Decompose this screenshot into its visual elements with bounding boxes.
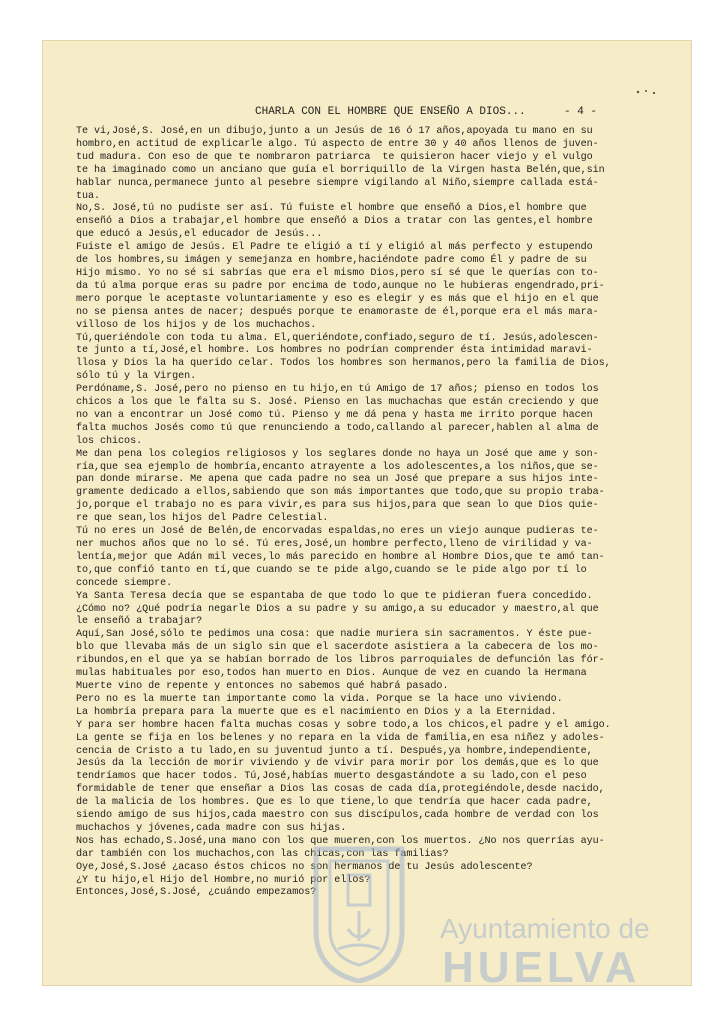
- text-line: de los hombres,su imágen y semejanza en hombre,haciéndote padre como Él y padre de su: [76, 255, 587, 267]
- text-line: Tú no eres un José de Belén,de encorvadas espaldas,no eres un viejo aunque pudieras te-: [76, 526, 599, 538]
- watermark: [260, 845, 650, 995]
- text-line: gramente dedicado a ellos,sabiendo que son más importantes que todo,que su propio traba-: [76, 487, 605, 499]
- text-line: hablar nunca,permanece junto al pesebre siempre vigilando al Niño,siempre callada está-: [76, 177, 599, 189]
- text-line: te ha imaginado como un anciano que guía el borriquillo de la Virgen hasta Belén,que,sin: [76, 164, 605, 176]
- text-line: enseñó a Dios a trabajar,el hombre que enseñó a Dios a tratar con las gentes,el hombre: [76, 216, 593, 228]
- document-title: CHARLA CON EL HOMBRE QUE ENSEÑO A DIOS...: [255, 106, 526, 118]
- text-line: to,que confió tanto en tí,que cuando se te pide algo,cuando se le pide algo por tí lo: [76, 564, 587, 576]
- text-line: pan donde mirarse. Me apena que cada padre no sea un José que prepare a sus hijos inte-: [76, 474, 599, 486]
- text-line: Aquí,San José,sólo te pedimos una cosa: que nadie muriera sin sacramentos. Y éste pue-: [76, 629, 593, 641]
- text-line: blo que llevaba más de un siglo sin que el sacerdote asistiera a la cabecera de los mo-: [76, 642, 599, 654]
- text-line: Me dan pena los colegios religiosos y los seglares donde no haya un José que ame y son-: [76, 448, 599, 460]
- text-line: falta muchos Josés como tú que renunciendo a todo,callando al parecer,hablen al alma de: [76, 422, 599, 434]
- text-line: Pero no es la muerte tan importante como la vida. Porque se la hace uno viviendo.: [76, 693, 563, 705]
- text-line: te junto a tí,José,el hombre. Los hombres no podrían comprender ésta intimidad maravi-: [76, 345, 593, 357]
- watermark-line1: Ayuntamiento de: [440, 913, 650, 944]
- text-line: muchachos y jóvenes,cada madre con sus hijas.: [76, 822, 347, 834]
- text-line: los chicos.: [76, 435, 143, 447]
- text-line: lentía,mejor que Adán mil veces,lo más parecido en hombre al Hombre Dios,que te amó tan-: [76, 551, 605, 563]
- text-line: Hijo mismo. Yo no sé si sabrías que era el mismo Dios,pero sí sé que le querías con to-: [76, 267, 599, 279]
- text-line: mulas habituales por eso,todos han muerto en Dios. Aunque de vez en cuando la Hermana: [76, 668, 587, 680]
- page-header: [42, 106, 692, 122]
- text-line: no se piensa antes de nacer; después porque te enamoraste de él,porque era el más mara-: [76, 306, 599, 318]
- text-line: ¿Y tu hijo,el Hijo del Hombre,no murió por ellos?: [76, 874, 371, 886]
- watermark-line2: HUELVA: [442, 943, 641, 992]
- text-line: Nos has echado,S.José,una mano con los que mueren,con los muertos. ¿No nos querrías ayu-: [76, 835, 605, 847]
- text-line: tud madura. Con eso de que te nombraron patriarca te quisieron hacer viejo y el vulgo: [76, 151, 593, 163]
- text-line: chicos a los que le falta su S. José. Pienso en las muchachas que están creciendo y que: [76, 397, 599, 409]
- text-line: concede siempre.: [76, 577, 173, 589]
- text-line: Te vi,José,S. José,en un dibujo,junto a un Jesús de 16 ó 17 años,apoyada tu mano en su: [76, 126, 593, 137]
- text-line: ribundos,en el que ya se habían borrado de los libros parroquiales de defunción las fór-: [76, 655, 605, 667]
- text-line: formidable de tener que enseñar a Dios las cosas de cada día,protegiéndole,desde nacido,: [76, 784, 605, 796]
- text-line: Oye,José,S.José ¿acaso éstos chicos no son hermanos de tu Jesús adolescente?: [76, 861, 533, 873]
- text-line: llosa y Dios la ha querido celar. Todos los hombres son hermanos,pero la familia de Dios,: [76, 358, 611, 370]
- text-line: que educó a Jesús,el educador de Jesús...: [76, 229, 323, 241]
- text-line: Tú,queriéndole con toda tu alma. El,queriéndote,confiado,seguro de tí. Jesús,adolescen-: [76, 332, 599, 344]
- document-body: [76, 126, 676, 900]
- text-line: Entonces,José,S.José, ¿cuándo empezamos?: [76, 887, 317, 899]
- text-line: La gente se fija en los belenes y no repara en la vida de familia,en esa niñez y adoles-: [76, 732, 605, 744]
- text-line: sólo tú y la Virgen.: [76, 371, 197, 383]
- text-line: ner muchos años que no lo sé. Tú eres,José,un hombre perfecto,lleno de virilidad y va-: [76, 539, 593, 550]
- text-line: de la malicia de los hombres. Que es lo que tiene,lo que tendría que hacer cada padre,: [76, 797, 593, 809]
- text-line: Jesús da la lección de morir viviendo y de vivir para morir por los demás,que es lo que: [76, 758, 599, 770]
- text-line: jo,porque el trabajo no es para vivir,es para sus hijos,para que sean lo que Dios quie-: [76, 500, 599, 512]
- huelva-seal-icon: [308, 845, 410, 983]
- text-line: no van a encontrar un José como tú. Pienso y me dá pena y hasta me irrito porque hacen: [76, 409, 593, 421]
- text-line: tua.: [76, 190, 101, 202]
- text-line: Fuiste el amigo de Jesús. El Padre te eligió a tí y eligió al más perfecto y estupendo: [76, 242, 593, 254]
- text-line: No,S. José,tú no pudiste ser así. Tú fuiste el hombre que enseñó a Dios,el hombre que: [76, 203, 587, 215]
- text-line: tendríamos que hacer todos. Tú,José,habías muerto desgastándote a su lado,con el peso: [76, 771, 587, 783]
- text-line: dar también con los muchachos,con las chicas,con las familias?: [76, 848, 449, 860]
- text-line: Perdóname,S. José,pero no pienso en tu hijo,en tú Amigo de 17 años; pienso en todos los: [76, 384, 599, 396]
- text-line: Muerte vino de repente y entonces no sabemos qué habrá pasado.: [76, 680, 449, 692]
- ink-dots: [632, 85, 672, 103]
- text-line: siendo amigo de sus hijos,cada maestro con sus discípulos,cada hombre de verdad con los: [76, 810, 599, 822]
- text-line: re que sean,los hijos del Padre Celestial.: [76, 513, 329, 525]
- text-line: Ya Santa Teresa decía que se espantaba de que todo lo que te pidieran fuera concedido.: [76, 590, 593, 602]
- text-line: le enseñó a trabajar?: [76, 616, 203, 628]
- text-line: mero porque le aceptaste voluntariamente y eso es elegir y es más que el hijo en el que: [76, 293, 599, 305]
- text-line: Y para ser hombre hacen falta muchas cosas y sobre todo,a los chicos,el padre y el amigo.: [76, 719, 611, 731]
- text-line: villoso de los hijos y de los muchachos.: [76, 319, 317, 331]
- text-line: hombro,en actitud de explicarle algo. Tú aspecto de entre 30 y 40 años llenos de juven-: [76, 138, 599, 150]
- text-line: da tú alma porque eras su padre por encima de todo,aunque no le hubieras engendrado,pri-: [76, 280, 605, 292]
- text-line: ría,que sea ejemplo de hombría,encanto atrayente a los adolescentes,a los niños,que se-: [76, 461, 599, 473]
- text-line: ¿Cómo no? ¿Qué podría negarle Dios a su padre y su amigo,a su educador y maestro,al que: [76, 603, 599, 615]
- text-line: La hombría prepara para la muerte que es el nacimiento en Dios y a la Eternidad.: [76, 706, 557, 718]
- page-number: - 4 -: [564, 106, 598, 118]
- text-line: cencia de Cristo a tu lado,en su juventud junto a tí. Después,ya hombre,independiente,: [76, 745, 593, 757]
